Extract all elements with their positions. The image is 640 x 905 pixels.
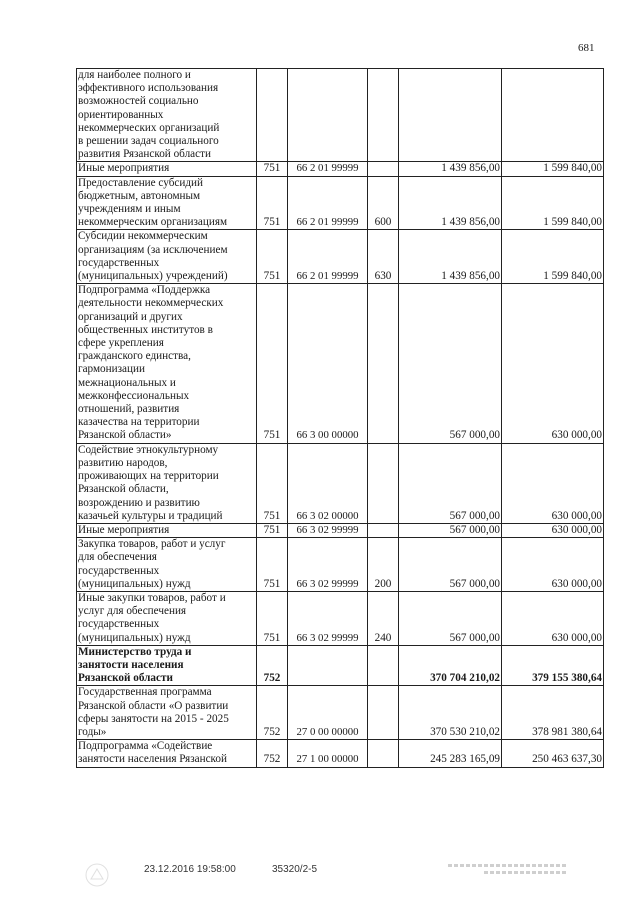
row-code [288,645,368,686]
row-sum-2017: 1 439 856,00 [399,176,502,230]
row-sum-2017: 567 000,00 [399,284,502,443]
row-name: Субсидии некоммерческим организациям (за исключением государственных (муниципальных) учреждений) [77,230,257,284]
row-code: 66 2 01 99999 [288,230,368,284]
row-sum-2017: 567 000,00 [399,538,502,592]
row-vr [368,69,399,162]
row-name: Закупка товаров, работ и услуг для обеспечения государственных (муниципальных) нужд [77,538,257,592]
footer-doc-number: 35320/2-5 [272,864,318,875]
row-name: Иные мероприятия [77,523,257,537]
table-row [77,176,604,230]
row-sum-2017: 1 439 856,00 [399,162,502,176]
row-sum-2017 [399,69,502,162]
row-name: Иные закупки товаров, работ и услуг для обеспечения государственных (муниципальных) нужд [77,591,257,645]
signature-stamp [448,860,568,882]
row-name: для наиболее полного и эффективного использования возможностей социально ориентированных некоммерческих организаций в решении задач социального развития Рязанской области [77,69,257,162]
row-code: 66 3 02 99999 [288,591,368,645]
row-vr [368,686,399,740]
row-gr: 751 [257,162,288,176]
row-name: Иные мероприятия [77,162,257,176]
table-row [77,443,604,523]
row-sum-2018: 1 599 840,00 [502,176,604,230]
table-row [77,284,604,443]
row-gr: 752 [257,740,288,767]
row-vr [368,645,399,686]
row-sum-2017: 567 000,00 [399,523,502,537]
row-sum-2018: 1 599 840,00 [502,230,604,284]
row-name: Государственная программа Рязанской области «О развитии сферы занятости на 2015 - 2025 годы» [77,686,257,740]
row-vr: 240 [368,591,399,645]
row-code [288,69,368,162]
row-sum-2018: 630 000,00 [502,523,604,537]
row-vr [368,740,399,767]
row-code: 66 3 00 00000 [288,284,368,443]
page-number: 681 [578,42,595,54]
row-sum-2017: 567 000,00 [399,591,502,645]
row-gr: 751 [257,591,288,645]
row-vr: 200 [368,538,399,592]
row-name: Содействие этнокультурному развитию народов, проживающих на территории Рязанской области, возрождению и развитию казачьей культуры и традиций [77,443,257,523]
row-sum-2018: 630 000,00 [502,538,604,592]
row-vr [368,523,399,537]
row-gr: 751 [257,230,288,284]
row-sum-2018: 1 599 840,00 [502,162,604,176]
row-gr: 751 [257,523,288,537]
row-code: 66 3 02 99999 [288,523,368,537]
row-gr: 751 [257,443,288,523]
row-name: Предоставление субсидий бюджетным, автономным учреждениям и иным некоммерческим организациям [77,176,257,230]
table-row [77,645,604,686]
table-row [77,162,604,176]
row-sum-2018 [502,69,604,162]
table-row [77,591,604,645]
row-code: 27 0 00 00000 [288,686,368,740]
row-sum-2017: 370 704 210,02 [399,645,502,686]
row-gr: 751 [257,284,288,443]
row-code: 27 1 00 00000 [288,740,368,767]
table-row [77,686,604,740]
row-gr: 752 [257,686,288,740]
table-row [77,69,604,162]
row-name: Министерство труда и занятости населения Рязанской области [77,645,257,686]
row-sum-2018: 630 000,00 [502,284,604,443]
table-row [77,523,604,537]
table-row [77,230,604,284]
row-name: Подпрограмма «Содействие занятости населения Рязанской [77,740,257,767]
row-gr [257,69,288,162]
row-sum-2018: 630 000,00 [502,443,604,523]
row-gr: 751 [257,176,288,230]
row-vr: 600 [368,176,399,230]
seal-icon [84,862,110,888]
row-sum-2017: 1 439 856,00 [399,230,502,284]
row-gr: 752 [257,645,288,686]
row-code: 66 2 01 99999 [288,162,368,176]
table-row [77,538,604,592]
footer-date: 23.12.2016 19:58:00 [144,864,236,875]
row-sum-2018: 379 155 380,64 [502,645,604,686]
row-code: 66 2 01 99999 [288,176,368,230]
row-sum-2018: 250 463 637,30 [502,740,604,767]
table-row [77,740,604,767]
budget-table-body [77,69,604,768]
row-sum-2017: 370 530 210,02 [399,686,502,740]
row-code: 66 3 02 00000 [288,443,368,523]
row-name: Подпрограмма «Поддержка деятельности некоммерческих организаций и других общественных институтов в сфере укрепления гражданского единства, гармонизации межнациональных и межконфессиональных отношений, развития казачества на территории Рязанской области» [77,284,257,443]
budget-table [76,68,604,768]
row-sum-2018: 378 981 380,64 [502,686,604,740]
row-vr [368,443,399,523]
row-sum-2018: 630 000,00 [502,591,604,645]
row-sum-2017: 245 283 165,09 [399,740,502,767]
row-gr: 751 [257,538,288,592]
row-vr [368,284,399,443]
row-code: 66 3 02 99999 [288,538,368,592]
row-vr: 630 [368,230,399,284]
row-sum-2017: 567 000,00 [399,443,502,523]
row-vr [368,162,399,176]
